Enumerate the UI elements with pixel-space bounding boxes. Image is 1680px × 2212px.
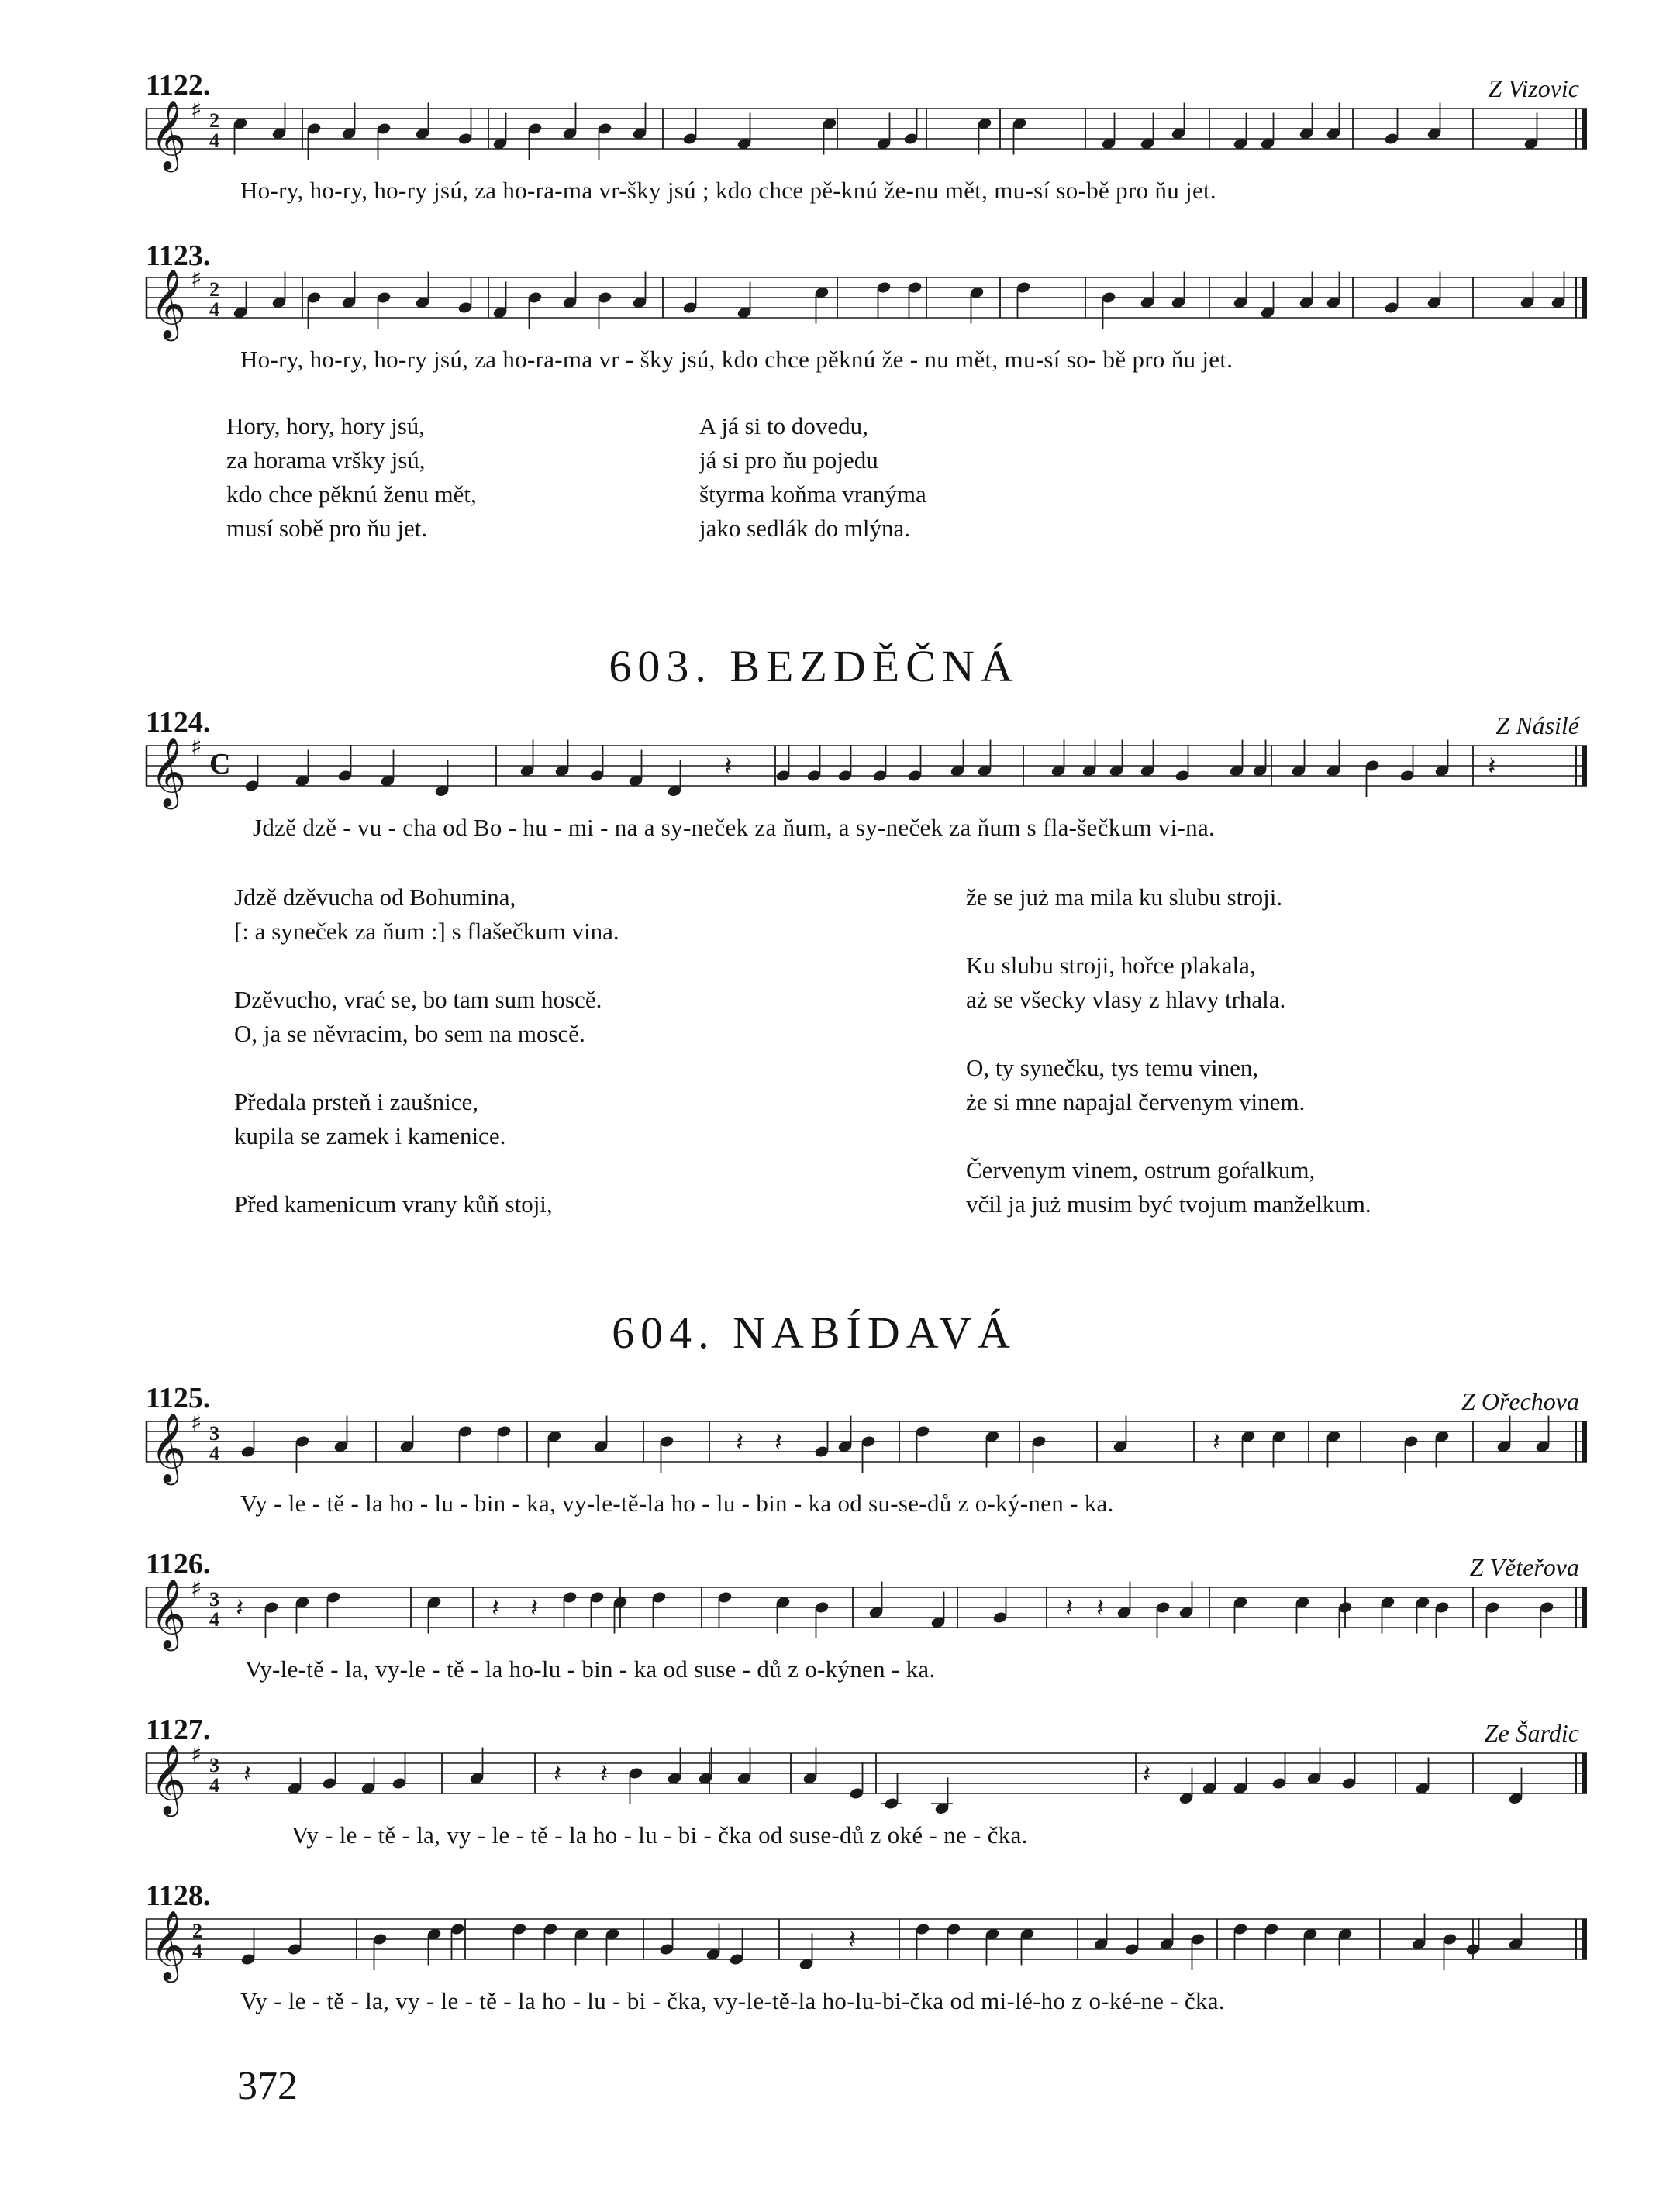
verse-gap	[966, 915, 1371, 949]
verse-line: že se już ma mila ku slubu stroji.	[966, 884, 1283, 911]
verse-line: já si pro ňu pojedu	[699, 446, 878, 474]
song-number: 1126.	[146, 1548, 211, 1580]
sharp-icon: ♯	[191, 97, 202, 124]
time-signature-bottom: 4	[209, 1608, 219, 1631]
final-barline-thick	[1582, 1753, 1587, 1793]
page-number: 372	[237, 2064, 298, 2108]
verse-line: včil ja już musim być tvojum manželkum.	[966, 1190, 1371, 1218]
song-origin: Z Násilé	[1495, 711, 1579, 739]
music-staff	[146, 1556, 1590, 1659]
verse-line: Jdzě dzěvucha od Bohumina,	[234, 884, 516, 911]
staff-group	[146, 1742, 1587, 1817]
section-title: 603. BEZDĚČNÁ	[609, 641, 1019, 691]
verse-line: jako sedlák do mlýna.	[699, 515, 911, 542]
staff-group	[146, 1410, 1587, 1486]
rest-icon: 𝄽	[1096, 1593, 1105, 1624]
song-number: 1127.	[146, 1714, 211, 1746]
staff-group	[146, 266, 1587, 342]
verse-line: aż se všecky vlasy z hlavy trhala.	[966, 986, 1286, 1013]
verse-line: kupila se zamek i kamenice.	[234, 1122, 506, 1149]
rest-icon: 𝄽	[530, 1593, 539, 1624]
rest-icon: 𝄽	[848, 1924, 857, 1955]
verse-line: kdo chce pěknú ženu mět,	[226, 481, 477, 508]
verse-left	[234, 880, 619, 1221]
song-lyrics: Jdzě dzě - vu - cha od Bo - hu - mi - na a sy-neček za ňum, a sy-neček za ňum s fla-šečkum vi-na.	[253, 814, 1216, 841]
verse-line: za horama vršky jsú,	[226, 446, 426, 474]
verse-line: Předala prsteň i zaušnice,	[234, 1088, 479, 1115]
verse-line: Před kamenicum vrany kůň stoji,	[234, 1190, 553, 1218]
verse-gap	[234, 1153, 619, 1187]
song-lyrics: Vy-le-tě - la, vy-le - tě - la ho-lu - bin - ka od suse - dů z o-kýnen - ka.	[245, 1656, 936, 1683]
rest-icon: 𝄽	[774, 1427, 783, 1458]
music-staff	[146, 246, 1590, 349]
final-barline-thick	[1582, 1919, 1587, 1959]
sharp-icon: ♯	[191, 266, 202, 293]
time-signature-top: 2	[192, 1920, 202, 1942]
song-origin: Z Ořechova	[1461, 1387, 1579, 1415]
song-number: 1124.	[146, 706, 211, 739]
verse-line: O, ty synečku, tys temu vinen,	[966, 1054, 1259, 1081]
sharp-icon: ♯	[191, 1742, 202, 1769]
song-lyrics: Vy - le - tě - la, vy - le - tě - la ho - lu - bi - čka, vy-le-tě-la ho-lu-bi-čka od mi-lé-ho z o-ké-ne - čka.	[240, 1987, 1225, 2014]
sharp-icon: ♯	[191, 1410, 202, 1437]
sharp-icon: ♯	[191, 734, 202, 761]
treble-clef-icon: 𝄞	[150, 100, 187, 170]
time-signature-top: 3	[209, 1588, 219, 1611]
verse-line: Ku slubu stroji, hořce plakala,	[966, 952, 1256, 979]
music-staff	[146, 1888, 1590, 1990]
final-barline-thick	[1582, 1587, 1587, 1628]
song-origin: Z Vizovic	[1488, 74, 1579, 102]
treble-clef-icon: 𝄞	[150, 1579, 187, 1649]
rest-icon: 𝄽	[736, 1427, 744, 1458]
verse-line: Červenym vinem, ostrum goŕalkum,	[966, 1156, 1316, 1184]
treble-clef-icon: 𝄞	[150, 737, 187, 807]
music-staff	[146, 78, 1590, 180]
treble-clef-icon: 𝄞	[150, 269, 187, 339]
verse-gap	[234, 949, 619, 983]
final-barline-thick	[1582, 109, 1587, 149]
song-number: 1128.	[146, 1880, 211, 1912]
final-barline-thick	[1582, 1421, 1587, 1462]
time-signature-bottom: 4	[209, 298, 219, 321]
verse-line: O, ja se něvracim, bo sem na moscě.	[234, 1020, 585, 1047]
time-signature-top: 3	[209, 1422, 219, 1445]
section-title: 604. NABÍDAVÁ	[612, 1308, 1016, 1358]
verse-line: [: a syneček za ňum :] s flašečkum vina.	[234, 918, 619, 945]
verse-line: A já si to dovedu,	[699, 412, 868, 439]
rest-icon: 𝄽	[600, 1759, 609, 1790]
time-signature-top: 3	[209, 1754, 219, 1776]
rest-icon: 𝄽	[1213, 1427, 1221, 1458]
time-signature-bottom: 4	[209, 1442, 219, 1465]
song-number: 1125.	[146, 1382, 211, 1414]
verse-line: Hory, hory, hory jsú,	[226, 412, 426, 439]
time-signature-top: 2	[209, 109, 219, 132]
verse-line: Dzěvucho, vrać se, bo tam sum hoscě.	[234, 986, 602, 1013]
verse-line: musí sobě pro ňu jet.	[226, 515, 428, 542]
common-time-icon: C	[209, 748, 231, 780]
song-lyrics: Vy - le - tě - la ho - lu - bin - ka, vy-le-tě-la ho - lu - bin - ka od su-se-dů z o-ký-nen - ka.	[240, 1490, 1114, 1517]
rest-icon: 𝄽	[236, 1593, 244, 1624]
song-lyrics: Ho-ry, ho-ry, ho-ry jsú, za ho-ra-ma vr-šky jsú ; kdo chce pě-knú že-nu mět, mu-sí so-bě pro ňu jet.	[240, 177, 1216, 204]
rest-icon: 𝄽	[1488, 751, 1496, 782]
final-barline-thick	[1582, 746, 1587, 786]
music-staff	[146, 1722, 1590, 1824]
song-number: 1123.	[146, 239, 211, 272]
time-signature-bottom: 4	[209, 1774, 219, 1797]
staff-group	[146, 734, 1587, 810]
music-staff	[146, 1390, 1590, 1493]
verse-gap	[966, 1017, 1371, 1051]
treble-clef-icon: 𝄞	[150, 1911, 187, 1980]
verse-gap	[234, 1051, 619, 1085]
verse-line: štyrma koňma vranýma	[699, 481, 926, 508]
song-lyrics: Ho-ry, ho-ry, ho-ry jsú, za ho-ra-ma vr - šky jsú, kdo chce pěknú že - nu mět, mu-sí so- bě pro ňu jet.	[240, 346, 1233, 373]
time-signature-bottom: 4	[209, 129, 219, 152]
verse-right	[966, 880, 1371, 1221]
time-signature-top: 2	[209, 278, 219, 301]
final-barline-thick	[1582, 277, 1587, 318]
staff-group	[146, 97, 1587, 173]
rest-icon: 𝄽	[492, 1593, 500, 1624]
rest-icon: 𝄽	[554, 1759, 562, 1790]
treble-clef-icon: 𝄞	[150, 1413, 187, 1483]
song-lyrics: Vy - le - tě - la, vy - le - tě - la ho - lu - bi - čka od suse-dů z oké - ne - čka.	[291, 1821, 1028, 1849]
song-number: 1122.	[146, 69, 211, 102]
rest-icon: 𝄽	[243, 1759, 252, 1790]
song-origin: Ze Šardic	[1484, 1719, 1579, 1747]
rest-icon: 𝄽	[1143, 1759, 1151, 1790]
verse-left	[226, 409, 477, 546]
verse-right	[699, 409, 926, 546]
time-signature-bottom: 4	[192, 1940, 202, 1962]
rest-icon: 𝄽	[724, 751, 733, 782]
verse-line: że si mne napajal červenym vinem.	[966, 1088, 1306, 1115]
verse-gap	[966, 1119, 1371, 1153]
sharp-icon: ♯	[191, 1576, 202, 1603]
staff-group	[146, 1576, 1587, 1652]
rest-icon: 𝄽	[1065, 1593, 1074, 1624]
staff-group	[146, 1911, 1587, 1983]
music-staff	[146, 715, 1590, 817]
song-origin: Z Věteřova	[1469, 1553, 1579, 1581]
treble-clef-icon: 𝄞	[150, 1745, 187, 1814]
